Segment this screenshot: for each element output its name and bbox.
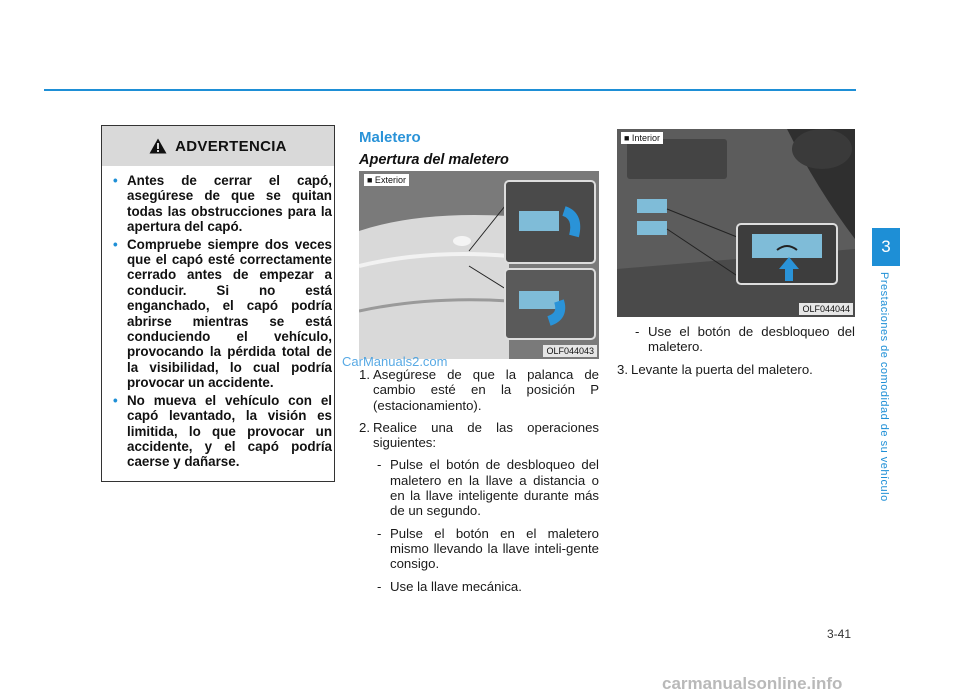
warning-item-text: No mueva el vehículo con el capó levantado, la visión es limitida, lo que provocar un accidente, y el capó podría caerse y dañarse. (127, 392, 332, 470)
page-number: 3-41 (827, 627, 852, 641)
step-2 (359, 420, 599, 451)
step-1 (359, 367, 599, 413)
warning-title: ADVERTENCIA (175, 137, 287, 155)
warning-item-text: Compruebe siempre dos veces que el capó esté correctamente cerrado antes de empezar a conducir. Si no está enganchado, el capó podría abrirse mientras se está conduciendo el vehículo, provocando la pérdida total de la visibilidad, lo cual podría provocar un accidente. (127, 236, 332, 391)
step-number: 3. (617, 361, 628, 377)
figure-code: OLF044044 (799, 303, 853, 315)
chapter-tab: 3 (872, 228, 900, 266)
figure-code: OLF044043 (543, 345, 597, 357)
figure-caption: ■ Exterior (364, 174, 409, 186)
exterior-figure (359, 171, 599, 359)
watermark-bottom: carmanualsonline.info (662, 674, 843, 693)
step-option (375, 526, 599, 572)
steps-right (617, 324, 855, 384)
warning-item (110, 173, 332, 235)
warning-item (110, 237, 332, 391)
interior-figure (617, 129, 855, 317)
header-rule (44, 89, 856, 91)
dash-icon: - (377, 525, 382, 541)
step-number: 1. (359, 367, 370, 382)
warning-list (110, 173, 332, 472)
warning-header (102, 126, 334, 166)
warning-triangle-icon (149, 138, 167, 154)
watermark-top: CarManuals2.com (342, 354, 448, 369)
dashboard-illustration (617, 129, 855, 317)
step-text: Levante la puerta del maletero. (631, 361, 813, 377)
step-number: 2. (359, 419, 370, 435)
step-option (375, 579, 599, 594)
figure-caption: ■ Interior (621, 132, 663, 144)
warning-box (101, 125, 335, 482)
dash-icon: - (635, 324, 640, 339)
step-text: Asegúrese de que la palanca de cambio esté en la posición P (estacionamiento). (373, 367, 599, 413)
step-option-text: Use el botón de desbloqueo del maletero. (648, 324, 855, 355)
warning-item (110, 393, 332, 470)
dash-icon: - (377, 578, 382, 594)
bullet-icon: • (113, 236, 118, 252)
step-text: Realice una de las operaciones siguientes: (373, 419, 599, 451)
car-rear-illustration (359, 171, 599, 359)
bullet-icon: • (113, 173, 118, 188)
section-title: Maletero (359, 129, 421, 146)
warning-item-text: Antes de cerrar el capó, asegúrese de que se quitan todas las obstrucciones para la apertura del capó. (127, 173, 332, 235)
step-option-text: Pulse el botón en el maletero mismo llevando la llave inteli-gente consigo. (390, 525, 599, 572)
step-option (375, 457, 599, 518)
chapter-label: Prestaciones de comodidad de su vehículo (878, 272, 890, 502)
step-3 (617, 362, 855, 377)
step-option-text: Pulse el botón de desbloqueo del maletero en la llave a distancia o en la llave inteligente durante más de un segundo. (390, 457, 599, 519)
steps-left (359, 367, 599, 601)
step-2-options (359, 457, 599, 593)
section-subtitle: Apertura del maletero (359, 152, 509, 168)
step-option-text: Use la llave mecánica. (390, 578, 522, 594)
step-option (633, 324, 855, 355)
bullet-icon: • (113, 392, 118, 408)
dash-icon: - (377, 457, 382, 473)
